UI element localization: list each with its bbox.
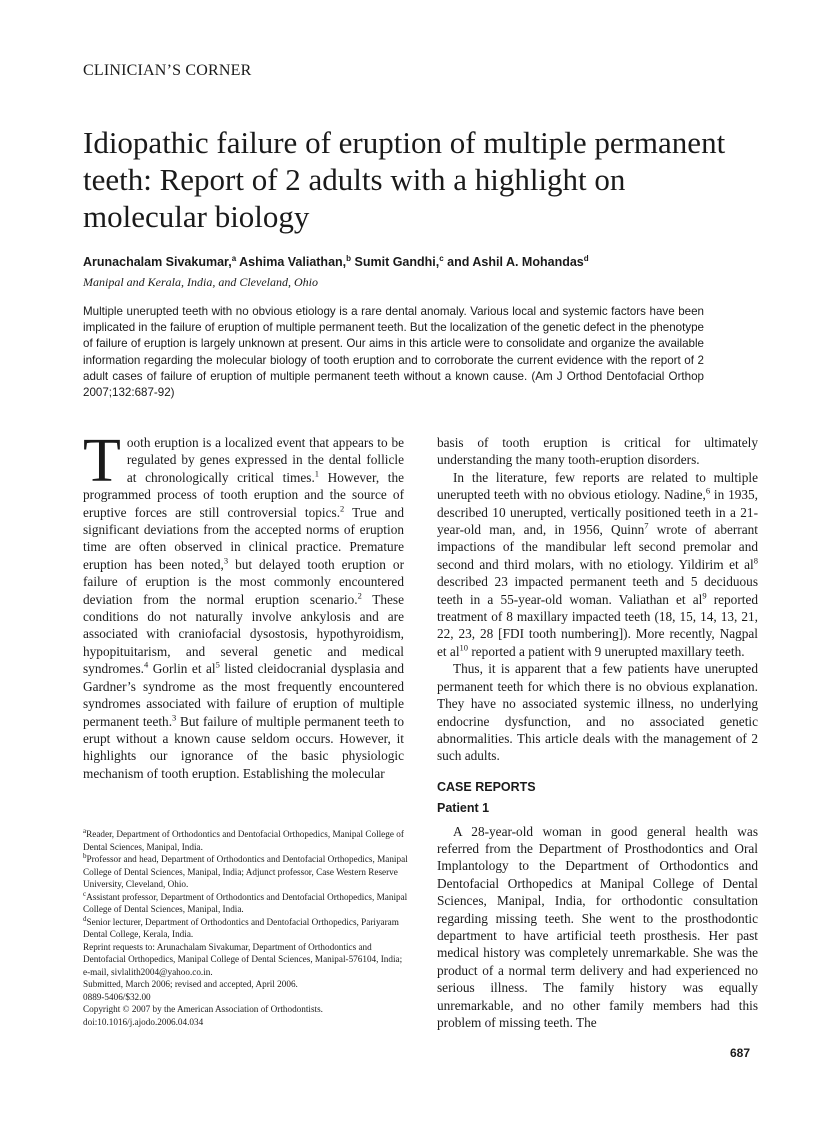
footnote: $^d$Senior lecturer, Department of Orthodontics and Dentofacial Orthopedics, Pariyaram Dental College, Kerala, India. (83, 914, 399, 939)
section-label: CLINICIAN’S CORNER (83, 62, 252, 79)
citation: 1 (314, 468, 320, 479)
body-paragraph: Thus, it is apparent that a few patients have unerupted permanent teeth for which there is no obvious explanation. They have no associated systemic illness, no underlying endocrine dysfunction, and no associated genetic abnormalities. This article deals with the management of 2 such adults. (437, 661, 758, 764)
citation: 6 (705, 485, 711, 496)
body-column-left (83, 427, 405, 782)
citation: 8 (753, 555, 758, 566)
subsection-heading: Patient 1 (437, 801, 490, 816)
author-name: Sumit Gandhi, (351, 255, 440, 269)
footnote: $^b$Professor and head, Department of Orthodontics and Dentofacial Orthopedics, Manipal College of Dental Sciences, Manipal, India; Adjunct professor, Case Western Reserve University, Cleveland, Ohio. (83, 851, 408, 889)
author-mark: d (583, 253, 589, 263)
author-mark: c (439, 253, 444, 263)
footnote: $^c$Assistant professor, Department of Orthodontics and Dentofacial Orthopedics, Manipal College of Dental Sciences, Manipal, India. (83, 889, 408, 914)
copyright: Copyright © 2007 by the American Association of Orthodontists. (83, 1004, 323, 1014)
footnotes (83, 828, 408, 1028)
citation: 3 (223, 555, 229, 566)
footnote: $^a$Reader, Department of Orthodontics and Dentofacial Orthopedics, Manipal College of Dental Sciences, Manipal, India. (83, 826, 404, 852)
citation: 3 (172, 712, 177, 723)
citation: 9 (702, 590, 707, 601)
body-paragraph: Tooth eruption is a localized event that appears to be regulated by genes expressed in the dental follicle at chronologically critical times.$^1$ However, the programmed process of tooth eruption and the source of eruptive forces are still controversial topics.$^2$ True and significant deviations from the accepted norms of eruption time are often observed in clinical practice. Premature eruption has been noted,$^3$ but delayed tooth eruption or failure of eruption is the most commonly encountered deviation from the normal eruption scenario.$^2$ These conditions do not naturally involve ankylosis and are associated with craniofacial dysostosis, hypothyroidism, hypopituitarism, and several genetic and medical syndromes.$^4$ Gorlin et $al^5$ listed cleidocranial dysplasia and Gardner’s syndrome as the most frequently encountered syndromes associated with failure of eruption of multiple permanent teeth.$^3$ But failure of multiple permanent teeth to erupt without a known cause seldom occurs. However, it highlights our ignorance of the basic physiologic mechanism of tooth eruption. Establishing the molecular (83, 427, 405, 781)
citation: 2 (340, 503, 345, 514)
drop-cap: T (83, 427, 121, 495)
author-list (83, 255, 763, 269)
section-heading: CASE REPORTS (437, 779, 536, 794)
author-mark: b (346, 253, 352, 263)
issn-price: 0889-5406/$32.00 (83, 991, 151, 1002)
citation: 4 (143, 659, 149, 670)
author-name: Arunachalam Sivakumar, (83, 255, 232, 269)
author-affiliation: Manipal and Kerala, India, and Cleveland, Ohio (83, 275, 318, 289)
body-column-right (437, 434, 758, 1031)
body-paragraph: In the literature, few reports are related to multiple unerupted teeth with no obvious etiology. Nadine,$^6$ in 1935, described 10 unerupted, vertically positioned teeth in a 21-year-old man, and, in 1956, Quinn$^7$ wrote of aberrant impactions of the mandibular left second premolar and second and third molars, with no etiology. Yildirim et $al^8$ described 23 impacted permanent teeth and 5 deciduous teeth in a 55-year-old woman. Valiathan et $al^9$ reported treatment of 8 maxillary impacted teeth (18, 15, 14, 13, 21, 22, 23, 28 [FDI tooth numbering]). More recently, Nagpal et $al^{10}$ reported a patient with 9 unerupted maxillary teeth. (437, 469, 758, 659)
author-name: Ashima Valiathan, (236, 255, 347, 269)
body-paragraph: A 28-year-old woman in good general health was referred from the Department of Prosthodontics and Oral Implantology to the Department of Orthodontics and Dentofacial Orthopedics at Manipal College of Dental Sciences, Manipal, India, for orthodontic consultation regarding missing teeth. She went to the prosthodontic department to have artificial teeth prosthesis. Her past medical history was completely unremarkable. She was the product of a normal term delivery and had experienced no serious illness. The family history was equally unremarkable, and no other family members had this problem of missing teeth. The (437, 823, 758, 1030)
body-paragraph: basis of tooth eruption is critical for ultimately understanding the many tooth-eruption disorders. (437, 435, 758, 468)
citation: 5 (215, 659, 220, 670)
page-number: 687 (730, 1046, 751, 1060)
author-mark: a (231, 253, 237, 263)
article-title: Idiopathic failure of eruption of multiple permanent teeth: Report of 2 adults with a highlight on molecular biology (83, 125, 726, 234)
citation: 2 (357, 590, 362, 601)
submission-dates: Submitted, March 2006; revised and accepted, April 2006. (83, 979, 298, 989)
abstract: Multiple unerupted teeth with no obvious etiology is a rare dental anomaly. Various local and systemic factors have been implicated in the failure of eruption of multiple permanent teeth. But the localization of the genetic defect in the phenotype of failure of eruption is largely unknown at present. Our aims in this article were to consolidate and organize the available information regarding the molecular biology of tooth eruption and to corroborate the current evidence with the report of 2 adult cases of failure of eruption of multiple permanent teeth without a known cause. (Am J Orthod Dentofacial Orthop 2007;132:687-92) (83, 305, 704, 400)
citation: 10 (459, 642, 469, 653)
reprint-note: Reprint requests to: Arunachalam Sivakumar, Department of Orthodontics and Dentofacial Orthopedics, Manipal College of Dental Sciences, Manipal-576104, India; e-mail, sivlalith2004@yahoo.co.in. (83, 941, 403, 977)
doi: doi:10.1016/j.ajodo.2006.04.034 (83, 1016, 204, 1027)
citation: 7 (644, 520, 649, 531)
author-name: and Ashil A. Mohandas (443, 255, 584, 269)
